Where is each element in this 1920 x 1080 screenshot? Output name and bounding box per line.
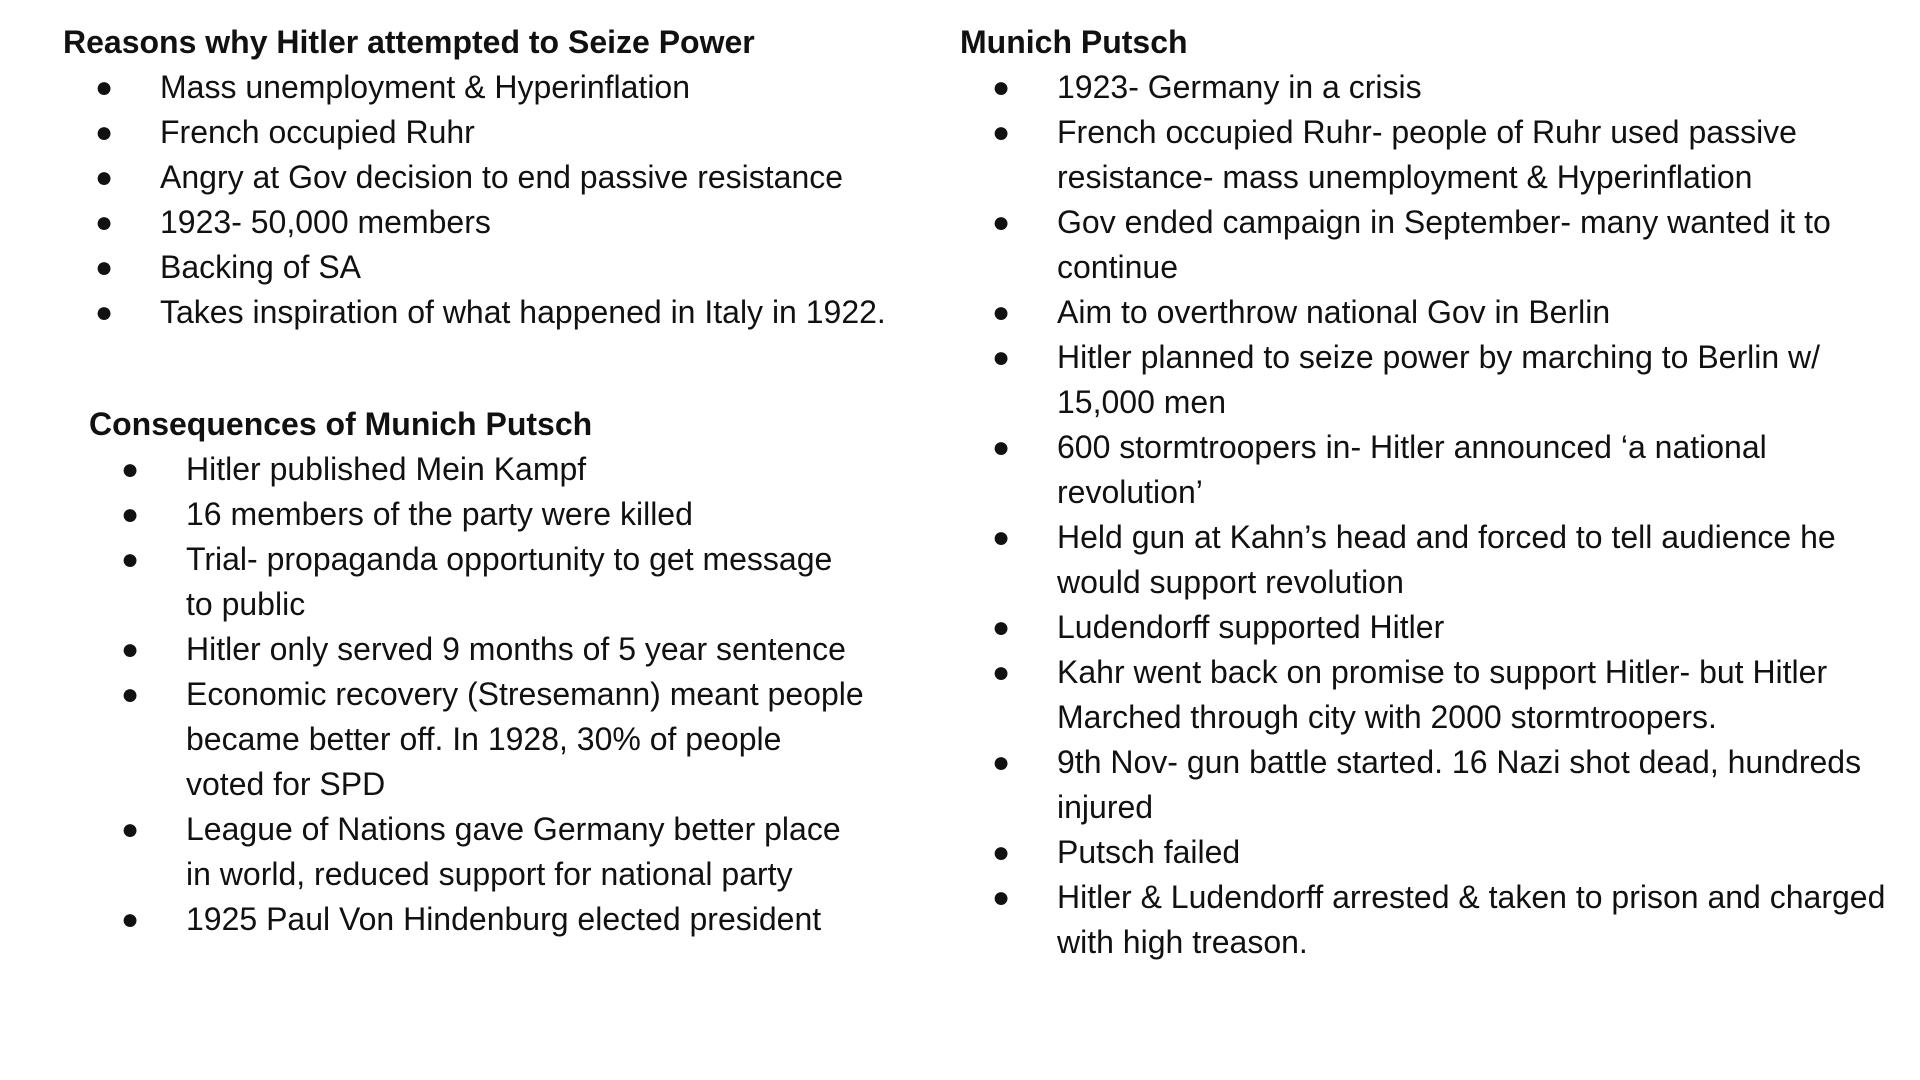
consequences-heading: Consequences of Munich Putsch — [89, 406, 593, 442]
bullet-icon: ● — [992, 71, 1011, 104]
list-item — [960, 65, 1910, 110]
munich-putsch-section — [960, 20, 1910, 965]
bullet-icon: ● — [95, 206, 114, 239]
list-item — [960, 515, 1910, 605]
bullet-icon: ● — [992, 296, 1011, 329]
list-item — [89, 672, 866, 807]
list-item — [960, 335, 1910, 425]
reasons-section — [63, 20, 963, 335]
list-item-text: 1923- 50,000 members — [160, 204, 491, 240]
list-item-text: Trial- propaganda opportunity to get message to public — [186, 541, 833, 622]
list-item — [960, 875, 1910, 965]
list-item — [960, 290, 1910, 335]
bullet-icon: ● — [121, 813, 140, 846]
list-item — [63, 245, 963, 290]
list-item — [960, 110, 1910, 200]
list-item-text: Ludendorff supported Hitler — [1057, 609, 1445, 645]
bullet-icon: ● — [95, 116, 114, 149]
consequences-list — [89, 447, 909, 942]
bullet-icon: ● — [121, 633, 140, 666]
list-item-text: Kahr went back on promise to support Hitler- but Hitler Marched through city with 2000 stormtroopers. — [1057, 654, 1828, 735]
list-item — [63, 290, 963, 335]
bullet-icon: ● — [121, 543, 140, 576]
munich-putsch-heading: Munich Putsch — [960, 24, 1188, 60]
reasons-heading: Reasons why Hitler attempted to Seize Power — [63, 24, 755, 60]
list-item-text: Hitler & Ludendorff arrested & taken to prison and charged with high treason. — [1057, 879, 1886, 960]
list-item-text: League of Nations gave Germany better place in world, reduced support for national party — [186, 811, 841, 892]
bullet-icon: ● — [992, 881, 1011, 914]
list-item-text: French occupied Ruhr — [160, 114, 475, 150]
list-item — [89, 897, 866, 942]
list-item-text: Hitler only served 9 months of 5 year sentence — [186, 631, 846, 667]
list-item — [89, 447, 866, 492]
list-item — [960, 740, 1910, 830]
list-item-text: Held gun at Kahn’s head and forced to tell audience he would support revolution — [1057, 519, 1836, 600]
list-item-text: 1925 Paul Von Hindenburg elected president — [186, 901, 822, 937]
bullet-icon: ● — [992, 611, 1011, 644]
list-item — [89, 807, 866, 897]
bullet-icon: ● — [121, 678, 140, 711]
bullet-icon: ● — [95, 251, 114, 284]
list-item-text: Gov ended campaign in September- many wanted it to continue — [1057, 204, 1831, 285]
bullet-icon: ● — [121, 903, 140, 936]
bullet-icon: ● — [992, 341, 1011, 374]
list-item — [960, 200, 1910, 290]
bullet-icon: ● — [992, 431, 1011, 464]
consequences-section — [89, 402, 909, 942]
list-item-text: Hitler published Mein Kampf — [186, 451, 587, 487]
bullet-icon: ● — [121, 498, 140, 531]
list-item-text: Backing of SA — [160, 249, 361, 285]
list-item-text: 9th Nov- gun battle started. 16 Nazi shot dead, hundreds injured — [1057, 744, 1862, 825]
bullet-icon: ● — [95, 296, 114, 329]
bullet-icon: ● — [95, 161, 114, 194]
bullet-icon: ● — [121, 453, 140, 486]
bullet-icon: ● — [992, 521, 1011, 554]
munich-putsch-list — [960, 65, 1910, 965]
reasons-list — [63, 65, 963, 335]
list-item-text: Aim to overthrow national Gov in Berlin — [1057, 294, 1611, 330]
bullet-icon: ● — [95, 71, 114, 104]
bullet-icon: ● — [992, 746, 1011, 779]
bullet-icon: ● — [992, 656, 1011, 689]
list-item — [63, 110, 963, 155]
list-item — [89, 492, 866, 537]
list-item-text: Economic recovery (Stresemann) meant people became better off. In 1928, 30% of people voted for SPD — [186, 676, 864, 802]
bullet-icon: ● — [992, 206, 1011, 239]
list-item — [63, 65, 963, 110]
list-item-text: 16 members of the party were killed — [186, 496, 693, 532]
list-item-text: 600 stormtroopers in- Hitler announced ‘a national revolution’ — [1057, 429, 1767, 510]
list-item-text: Putsch failed — [1057, 834, 1241, 870]
list-item-text: Mass unemployment & Hyperinflation — [160, 69, 691, 105]
list-item-text: Takes inspiration of what happened in Italy in 1922. — [160, 294, 886, 330]
list-item-text: 1923- Germany in a crisis — [1057, 69, 1422, 105]
list-item — [960, 650, 1910, 740]
list-item — [63, 155, 963, 200]
list-item-text: Hitler planned to seize power by marching to Berlin w/ 15,000 men — [1057, 339, 1821, 420]
bullet-icon: ● — [992, 116, 1011, 149]
list-item — [89, 537, 866, 627]
list-item — [960, 425, 1910, 515]
list-item — [960, 830, 1910, 875]
list-item-text: French occupied Ruhr- people of Ruhr used passive resistance- mass unemployment & Hyperinflation — [1057, 114, 1797, 195]
list-item-text: Angry at Gov decision to end passive resistance — [160, 159, 844, 195]
list-item — [960, 605, 1910, 650]
list-item — [89, 627, 866, 672]
bullet-icon: ● — [992, 836, 1011, 869]
list-item — [63, 200, 963, 245]
